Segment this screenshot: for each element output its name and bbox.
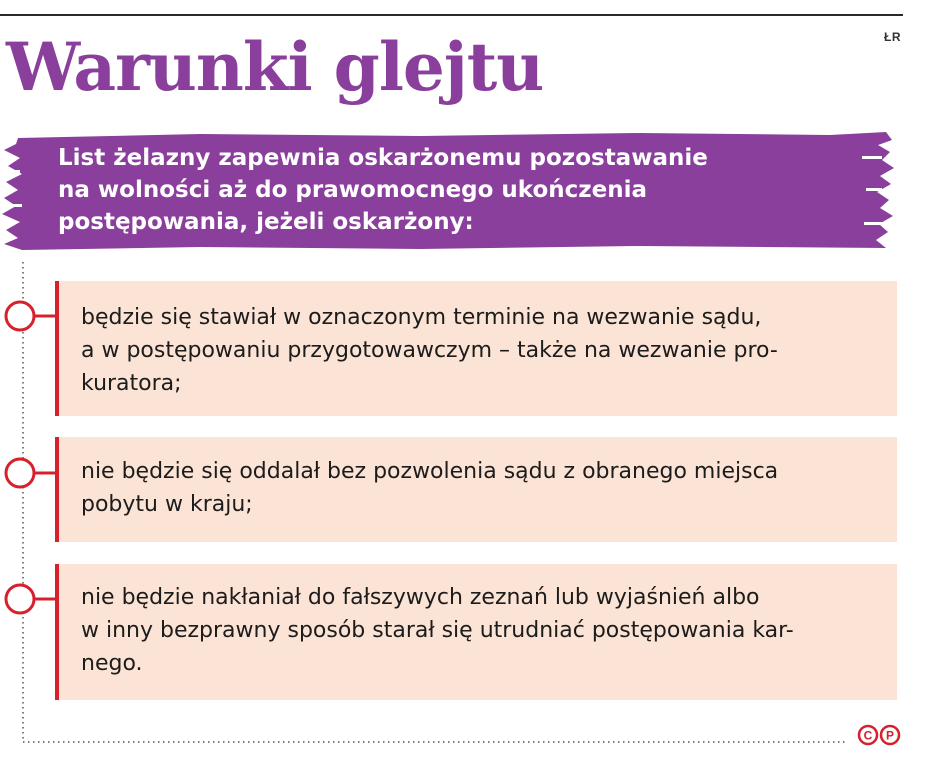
condition-line: będzie się stawiał w oznaczonym terminie na wezwanie sądu, <box>81 305 762 330</box>
banner-line: List żelazny zapewnia oskarżonemu pozostawanie <box>58 145 708 171</box>
condition-line: nego. <box>81 651 143 676</box>
condition-item <box>55 564 897 700</box>
condition-item <box>55 437 897 542</box>
condition-text <box>81 301 778 400</box>
condition-line: nie będzie nakłaniał do fałszywych zeznań lub wyjaśnień albo <box>81 585 760 610</box>
author-initials: ŁR <box>884 30 901 44</box>
condition-text <box>81 455 778 521</box>
condition-line: w inny bezprawny sposób starał się utrudniać postępowania kar- <box>81 618 794 643</box>
page-title: Warunki glejtu <box>6 28 544 106</box>
banner-line: na wolności aż do prawomocnego ukończenia <box>58 177 648 203</box>
banner-line: postępowania, jeżeli oskarżony: <box>58 209 474 235</box>
condition-line: a w postępowaniu przygotowawczym – także na wezwanie pro- <box>81 338 778 363</box>
copyright-icon <box>857 724 903 746</box>
copyright-letter-p: P <box>885 728 895 743</box>
condition-line: pobytu w kraju; <box>81 492 253 517</box>
condition-line: kuratora; <box>81 371 182 396</box>
condition-line: nie będzie się oddalał bez pozwolenia sądu z obranego miejsca <box>81 459 779 484</box>
bullet-ring-2 <box>6 459 55 487</box>
condition-text <box>81 581 794 680</box>
bullet-ring-1 <box>6 302 55 330</box>
copyright-letter-c: C <box>863 728 873 743</box>
condition-item <box>55 281 897 416</box>
bullet-ring-3 <box>6 585 55 613</box>
